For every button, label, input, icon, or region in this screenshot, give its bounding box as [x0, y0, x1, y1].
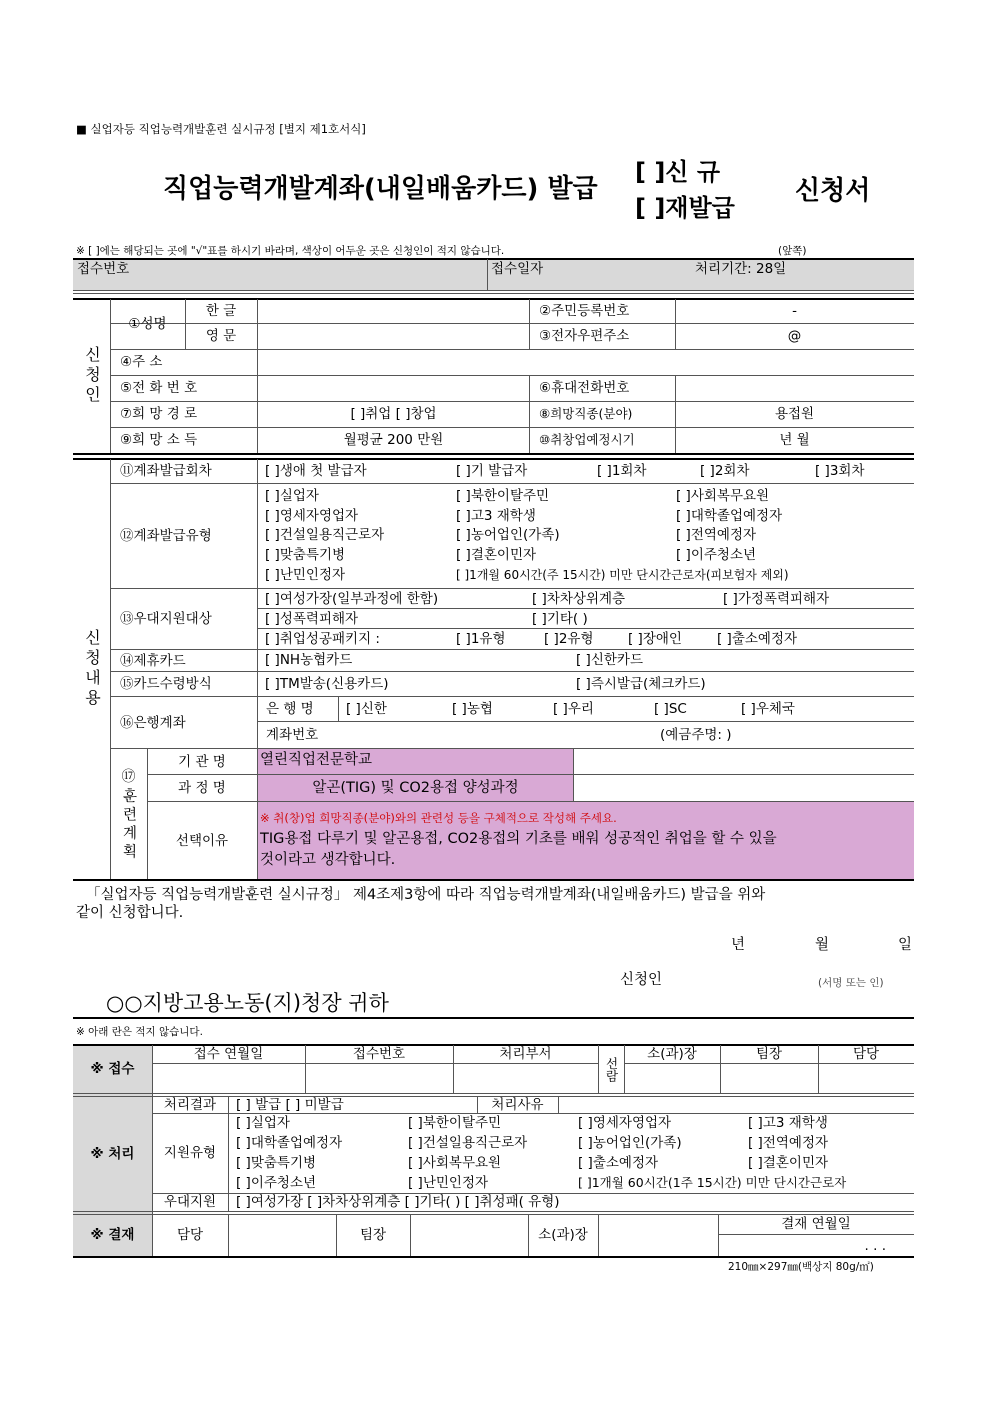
applicant-sign-label: 신청인: [620, 972, 663, 988]
declaration-line-1: 「실업자등 직업능력개발훈련 실시규정」 제4조제3항에 따라 직업능력개발계좌(내일배움카드) 발급을 위와: [86, 887, 766, 903]
review-staff-col: 담당: [852, 1046, 880, 1062]
support-parttime[interactable]: [ ]1개월 60시간(1주 15시간) 미만 단시간근로자: [578, 1175, 847, 1190]
round-label: ⑪계좌발급회차: [120, 463, 212, 479]
account-no-field[interactable]: [340, 722, 650, 748]
income-field[interactable]: 월평균 200 만원: [343, 432, 444, 448]
approval-staff-label: 담당: [176, 1227, 204, 1243]
round-first[interactable]: [ ]생애 첫 발급자: [265, 463, 367, 479]
receipt-date-label: 접수일자: [491, 261, 544, 277]
preferential-label: ⑬우대지원대상: [120, 611, 212, 627]
pref-sexual-violence[interactable]: [ ]성폭력피해자: [265, 611, 359, 627]
mobile-field[interactable]: [676, 375, 914, 401]
office-pref-options[interactable]: [ ]여성가장 [ ]차차상위계층 [ ]기타( ) [ ]취성패( 유형): [236, 1194, 560, 1210]
bank-nh[interactable]: [ ]농협: [452, 701, 493, 717]
pref-disabled[interactable]: [ ]장애인: [628, 631, 682, 647]
job-label: ⑧희망직종(분야): [539, 406, 633, 421]
round-1[interactable]: [ ]1회차: [597, 463, 647, 479]
support-immigrant[interactable]: [ ]결혼이민자: [748, 1155, 829, 1171]
start-label: ⑩취창업예정시기: [539, 432, 635, 447]
training-num: ⑰: [121, 769, 136, 785]
type-self-employed[interactable]: [ ]영세자영업자: [265, 508, 359, 524]
option-new[interactable]: [ ]신 규: [635, 158, 721, 186]
processing-dept-col: 처리부서: [499, 1046, 552, 1062]
receipt-no-label: 접수번호: [77, 261, 130, 277]
receipt-number-col: 접수번호: [352, 1046, 406, 1062]
processing-period: 처리기간: 28일: [695, 261, 787, 277]
result-options[interactable]: [ ] 발급 [ ] 미발급: [236, 1097, 344, 1113]
resident-no-label: ②주민등록번호: [539, 303, 630, 319]
bank-post[interactable]: [ ]우체국: [741, 701, 795, 717]
depositor-field[interactable]: (예금주명: ): [660, 727, 732, 743]
content-section-text: 신청내용: [82, 629, 102, 709]
type-farmer[interactable]: [ ]농어업인(가족): [456, 527, 560, 543]
applicant-section-label: [73, 299, 110, 453]
bank-name-label: 은 행 명: [266, 701, 314, 717]
phone-label: ⑤전 화 번 호: [120, 380, 198, 396]
resident-no-field[interactable]: -: [792, 303, 797, 319]
pref-package[interactable]: [ ]취업성공패키지 :: [265, 631, 380, 647]
pref-release[interactable]: [ ]출소예정자: [717, 631, 798, 647]
option-reissue[interactable]: [ ]재발급: [635, 194, 735, 222]
support-social-service[interactable]: [ ]사회복무요원: [408, 1155, 502, 1171]
type-refugee[interactable]: [ ]난민인정자: [265, 567, 346, 583]
job-field[interactable]: 용접원: [774, 406, 815, 422]
reason-text-2[interactable]: 것이라고 생각합니다.: [260, 852, 396, 868]
approval-date-field[interactable]: . . .: [864, 1237, 886, 1254]
result-label: 처리결과: [163, 1096, 217, 1113]
content-section-label: [73, 459, 110, 879]
round-3[interactable]: [ ]3회차: [815, 463, 865, 479]
email-label: ③전자우편주소: [539, 328, 630, 344]
type-graduate[interactable]: [ ]대학졸업예정자: [676, 508, 783, 524]
bank-woori[interactable]: [ ]우리: [553, 701, 594, 717]
receive-tm[interactable]: [ ]TM발송(신용카드): [265, 676, 389, 692]
support-refugee[interactable]: [ ]난민인정자: [408, 1175, 489, 1191]
type-construction[interactable]: [ ]건설일용직근로자: [265, 527, 385, 543]
start-field[interactable]: 년 월: [779, 432, 810, 448]
account-no-label: 계좌번호: [266, 727, 319, 743]
process-reason-label: 처리사유: [491, 1096, 544, 1113]
support-unemployed[interactable]: [ ]실업자: [236, 1115, 290, 1131]
korean-name-label: 한 글: [205, 303, 237, 319]
paper-size: 210㎜×297㎜(백상지 80g/㎡): [728, 1261, 874, 1273]
english-name-field[interactable]: [258, 323, 529, 349]
support-graduate[interactable]: [ ]대학졸업예정자: [236, 1135, 343, 1151]
card-label: ⑭제휴카드: [120, 652, 186, 669]
type-youth[interactable]: [ ]이주청소년: [676, 547, 757, 563]
support-discharge[interactable]: [ ]전역예정자: [748, 1135, 829, 1151]
approval-chief-label: 소(과)장: [538, 1227, 588, 1243]
support-soldier[interactable]: [ ]맞춤특기병: [236, 1155, 317, 1171]
page-side: (앞쪽): [778, 245, 807, 257]
pref-type1[interactable]: [ ]1유형: [456, 631, 506, 647]
bank-label: ⑯은행계좌: [120, 714, 186, 731]
name-label: ①성명: [128, 316, 167, 332]
institution-field[interactable]: 열린직업전문학교: [260, 752, 373, 768]
reason-text-1[interactable]: TIG용접 다루기 및 알곤용접, CO2용접의 기초를 배워 성공적인 취업을 할 수 있을: [260, 831, 777, 847]
email-field[interactable]: @: [787, 328, 802, 344]
support-construction[interactable]: [ ]건설일용직근로자: [408, 1135, 528, 1151]
institution-label: 기 관 명: [178, 753, 226, 770]
card-nh[interactable]: [ ]NH농협카드: [265, 652, 353, 668]
receive-label: ⑮카드수령방식: [120, 676, 212, 692]
type-soldier[interactable]: [ ]맞춤특기병: [265, 547, 346, 563]
process-section-label: ※ 처리: [90, 1145, 135, 1162]
title-suffix: 신청서: [795, 176, 871, 206]
receipt-section-label: ※ 접수: [90, 1061, 135, 1077]
mobile-label: ⑥휴대전화번호: [539, 380, 630, 396]
pref-domestic-violence[interactable]: [ ]가정폭력피해자: [723, 591, 830, 607]
address-field[interactable]: [258, 349, 914, 375]
address-label: ④주 소: [120, 354, 163, 370]
support-self-employed[interactable]: [ ]영세자영업자: [578, 1115, 672, 1131]
applicant-section-text: 신청인: [82, 346, 102, 406]
review-team-col: 팀장: [755, 1046, 783, 1062]
course-label: 과 정 명: [178, 780, 226, 796]
path-options[interactable]: [ ]취업 [ ]창업: [350, 406, 437, 422]
korean-name-field[interactable]: [258, 299, 529, 323]
date-year[interactable]: 년: [731, 937, 746, 953]
card-shinhan[interactable]: [ ]신한카드: [576, 652, 643, 668]
signature-field[interactable]: (서명 또는 인): [818, 977, 884, 989]
receive-instant[interactable]: [ ]즉시발급(체크카드): [576, 676, 706, 692]
bank-shinhan[interactable]: [ ]신한: [346, 701, 387, 717]
type-social-service[interactable]: [ ]사회복무요원: [676, 488, 770, 504]
instruction-note: ※ [ ]에는 해당되는 곳에 "√"표를 하시기 바라며, 색상이 어두운 곳은 신청인이 적지 않습니다.: [76, 245, 505, 257]
path-label: ⑦희 망 경 로: [120, 406, 198, 422]
pref-type2[interactable]: [ ]2유형: [544, 631, 594, 647]
type-label: ⑫계좌발급유형: [120, 528, 212, 544]
support-defector[interactable]: [ ]북한이탈주민: [408, 1115, 502, 1131]
approval-team-label: 팀장: [359, 1227, 387, 1243]
support-farmer[interactable]: [ ]농어업인(가족): [578, 1135, 682, 1151]
training-text: 훈련계획: [120, 788, 137, 862]
type-unemployed[interactable]: [ ]실업자: [265, 488, 319, 504]
support-youth[interactable]: [ ]이주청소년: [236, 1175, 317, 1191]
type-parttime[interactable]: [ ]1개월 60시간(주 15시간) 미만 단시간근로자(피보험자 제외): [456, 568, 789, 582]
bank-sc[interactable]: [ ]SC: [654, 701, 687, 717]
income-label: ⑨희 망 소 득: [120, 432, 198, 448]
approval-date-label: 결재 연월일: [781, 1216, 851, 1232]
round-existing[interactable]: [ ]기 발급자: [456, 463, 528, 479]
regulation-note: ■ 실업자등 직업능력개발훈련 실시규정 [별지 제1호서식]: [76, 122, 366, 136]
review-chief-col: 소(과)장: [647, 1046, 697, 1062]
approval-section-label: ※ 결재: [90, 1227, 135, 1243]
reason-label: 선택이유: [175, 832, 229, 849]
reason-note: ※ 취(창)업 희망직종(분야)와의 관련성 등을 구체적으로 작성해 주세요.: [260, 811, 617, 825]
pref-near-poverty[interactable]: [ ]차차상위계층: [532, 591, 626, 607]
type-discharge[interactable]: [ ]전역예정자: [676, 527, 757, 543]
type-defector[interactable]: [ ]북한이탈주민: [456, 488, 550, 504]
phone-field[interactable]: [258, 375, 529, 401]
date-month[interactable]: 월: [815, 937, 830, 953]
receipt-date-col: 접수 연월일: [193, 1046, 264, 1062]
form-title: 직업능력개발계좌(내일배움카드) 발급: [163, 174, 598, 204]
review-label-box: [598, 1045, 624, 1093]
date-day[interactable]: 일: [898, 937, 913, 953]
training-section-label: [110, 749, 147, 879]
type-immigrant[interactable]: [ ]결혼이민자: [456, 547, 537, 563]
office-note: ※ 아래 란은 적지 않습니다.: [76, 1026, 203, 1038]
round-2[interactable]: [ ]2회차: [700, 463, 750, 479]
support-release[interactable]: [ ]출소예정자: [578, 1155, 659, 1171]
declaration-line-2: 같이 신청합니다.: [76, 905, 184, 921]
pref-other[interactable]: [ ]기타( ): [532, 611, 588, 627]
support-type-label: 지원유형: [163, 1145, 217, 1161]
support-highschool[interactable]: [ ]고3 재학생: [748, 1115, 828, 1131]
review-label: 선람: [604, 1056, 619, 1082]
office-pref-label: 우대지원: [163, 1194, 217, 1210]
pref-female-head[interactable]: [ ]여성가장(일부과정에 한함): [265, 591, 439, 607]
recipient: ○○지방고용노동(지)청장 귀하: [106, 991, 389, 1015]
type-highschool[interactable]: [ ]고3 재학생: [456, 508, 536, 524]
english-name-label: 영 문: [205, 328, 237, 344]
course-field[interactable]: 알곤(TIG) 및 CO2용접 양성과정: [312, 780, 519, 796]
